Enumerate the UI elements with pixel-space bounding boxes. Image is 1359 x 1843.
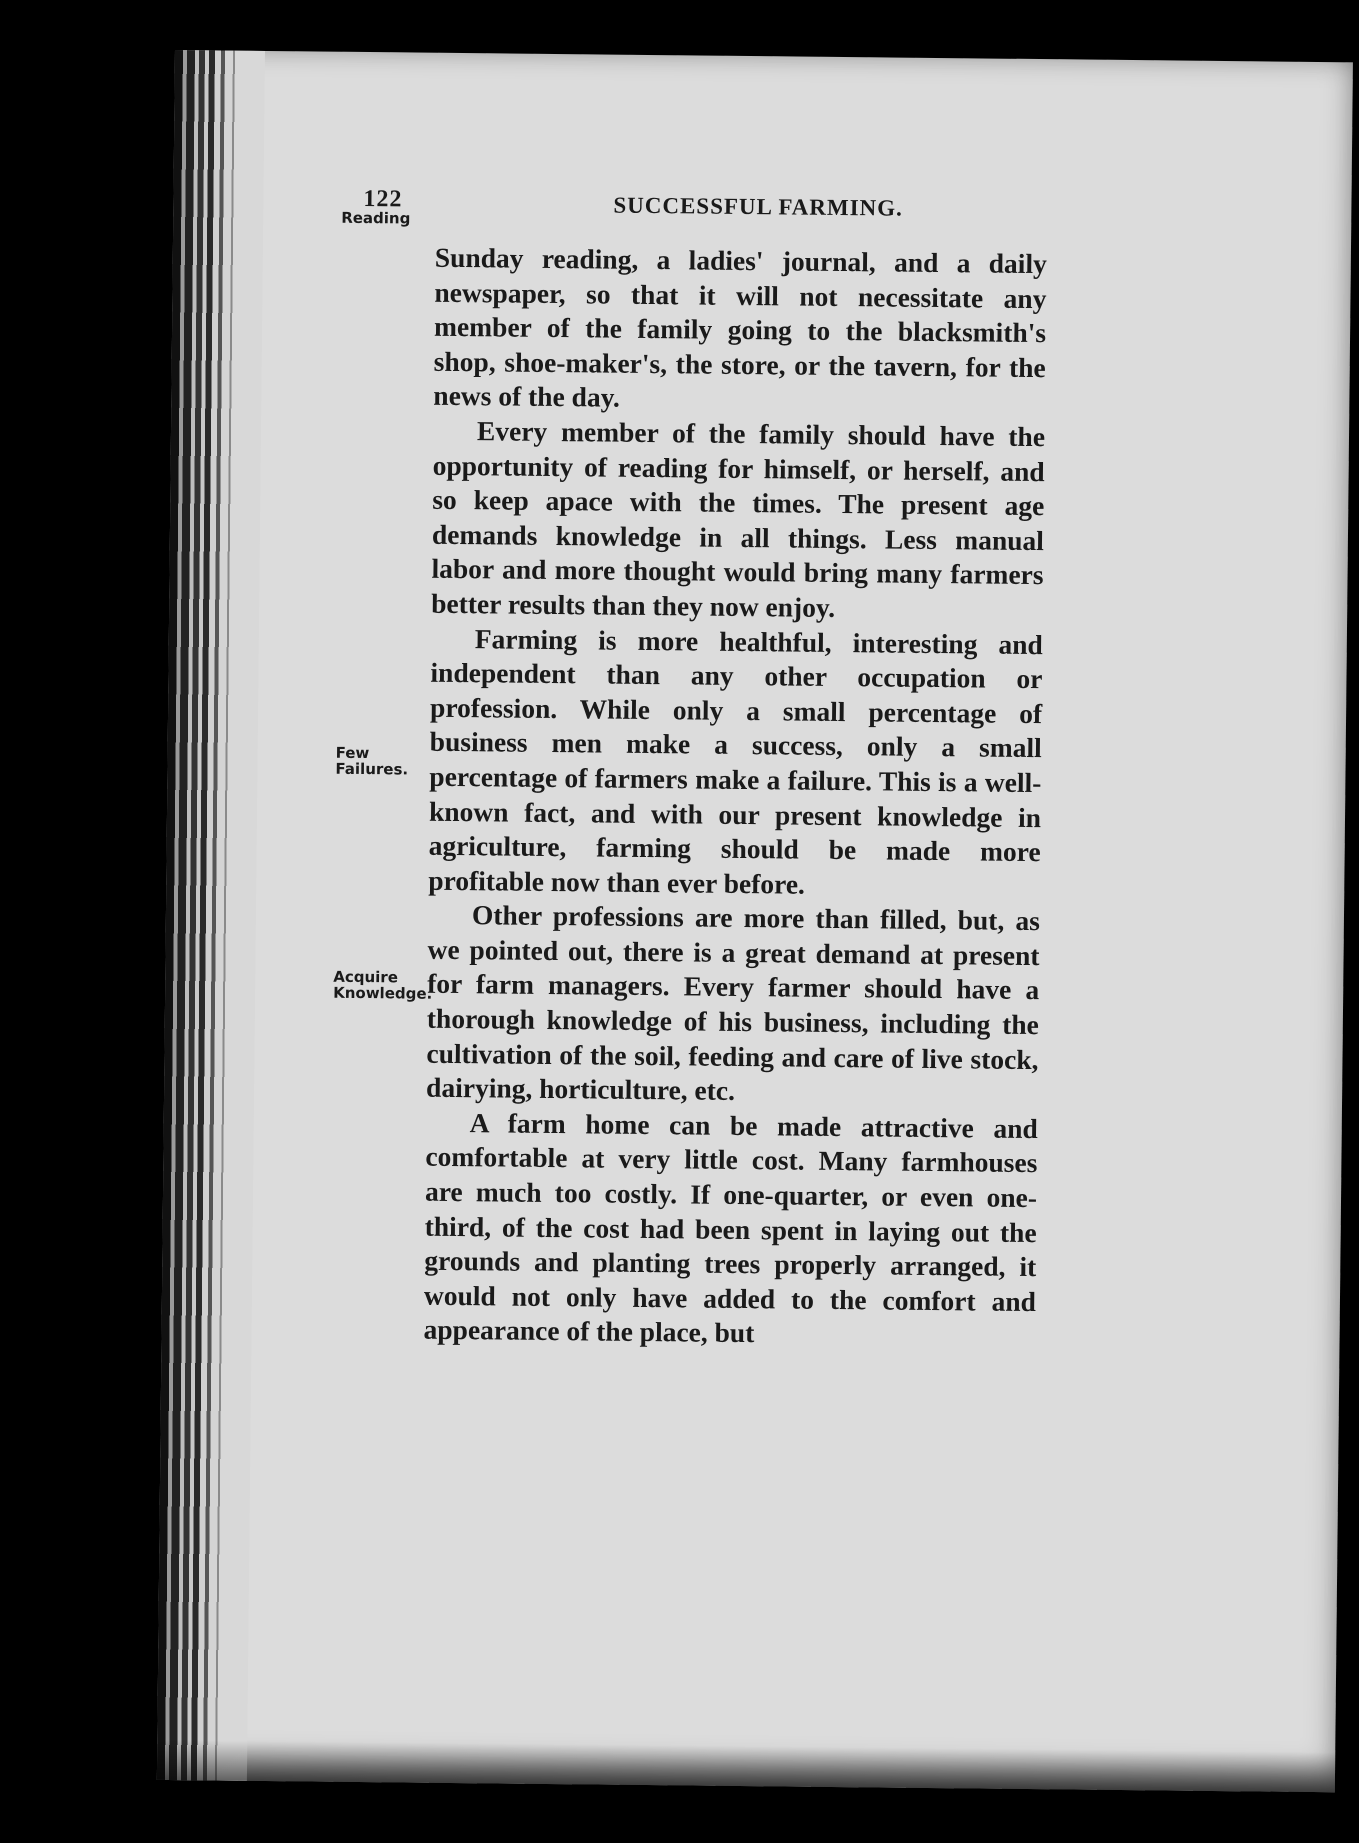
sidenote-few-failures <box>335 745 408 778</box>
page-number: 122 <box>363 185 403 213</box>
page-content <box>157 50 1353 1792</box>
book-page <box>157 50 1353 1792</box>
sidenote-line: Knowledge. <box>333 983 433 1003</box>
sidenote-line: Acquire <box>333 967 399 987</box>
paragraph: A farm home can be made attractive and comfortable at very little cost. Many farmhouses are much too costly. If one-quarter, or even one-third, of the cost had been spent in laying out the grounds and planting trees properly arranged, it would not only have added to the comfort and appearance of the place, but <box>423 1106 1038 1349</box>
paragraph: Every member of the family should have the opportunity of reading for himself, or herself, and so keep apace with the times. The present age demands knowledge in all things. Less manual labor and more thought would bring many farmers better results than they now enjoy. <box>431 415 1046 623</box>
paragraph: Farming is more healthful, interesting and independent than any other occupation or profession. While only a small percentage of business men make a success, only a small percentage of farmers make a failure. This is a well-known fact, and with our present knowledge in agriculture, farming should be made more profitable now than ever before. <box>428 622 1043 900</box>
running-head: SUCCESSFUL FARMING. <box>613 192 904 221</box>
sidenote-acquire-knowledge <box>333 969 432 1002</box>
paragraph: Other professions are more than filled, but, as we pointed out, there is a great demand at present for farm managers. Every farmer should have a thorough knowledge of his business, including the cultivation of the soil, feeding and care of live stock, dairying, horticulture, etc. <box>425 899 1041 1107</box>
sidenote-line: Few <box>335 743 370 763</box>
sidenote-reading <box>341 210 410 227</box>
sidenote-line: Failures. <box>335 759 409 779</box>
body-text <box>423 241 1047 1354</box>
sidenote-line: Reading <box>341 208 411 228</box>
paragraph: Sunday reading, a ladies' journal, and a daily newspaper, so that it will not necessitate any member of the family going to the blacksmith's shop, shoe-maker's, the store, or the tavern, for the news of the day. <box>433 241 1047 414</box>
